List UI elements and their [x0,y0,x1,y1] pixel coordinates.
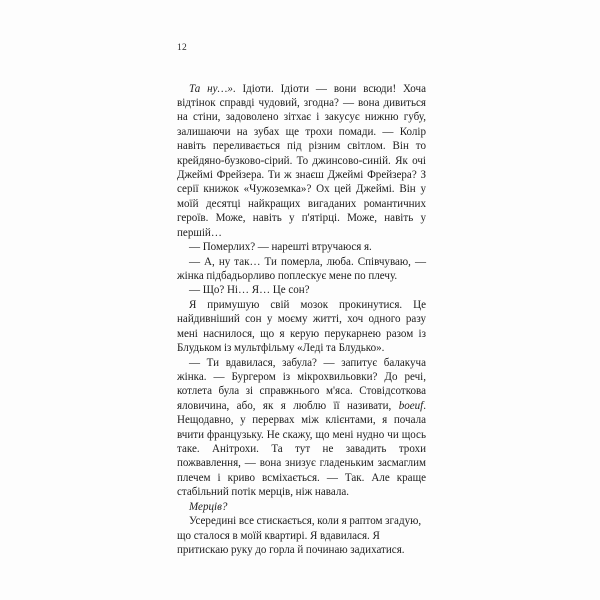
paragraph [177,283,426,297]
text-run: Усередині все стискається, коли я раптом згадую, що сталося в моїй квартирі. Я вдавилася. Я притискаю руку до горла й починаю задихатися. [177,515,422,556]
paragraph [177,255,426,284]
text-run: . Ідіоти. Ідіоти — вони всюди! Хоча відтінок справді чудовий, згодна? — вона дивиться на стіни, задоволено зітхає і закусує нижню губу, залишаючи на зубах ще трохи помади. — Колір навіть переливається під різним світлом. Він то крейдяно-бузково-сірий. То джинсово-синій. Як очі Джеймі Фрейзера. Ти ж знаєш Джеймі Фрейзера? З серії книжок «Чужоземка»? Ох цей Джеймі. Він у моїй десятці найкращих вигаданих романтичних героїв. Може, навіть у п'ятірці. Може, навіть у першій… [177,82,426,239]
body-copy [177,82,426,558]
paragraph [177,514,426,557]
text-run: Я примушую свій мозок прокинутися. Це найдивніший сон у моєму житті, хоч одного разу мені наснилося, що я керую перукарнею разом із Блудьком із мультфільму «Леді та Блудько». [177,298,426,355]
italic-run: boeuf [398,399,424,412]
paragraph [177,500,426,514]
text-run: — Померлих? — нарешті втручаюся я. [189,241,372,254]
italic-run: Мерців? [189,500,228,513]
paragraph [177,82,426,241]
paragraph [177,240,426,254]
page-number: 12 [177,43,188,53]
text-run: . Нещодавно, у перервах між клієнтами, я почала вчити французьку. Не скажу, що мені нудно чи щось таке. Анітрохи. Та тут не завадить трохи пожвавлення, — вона знизує гладеньким засмаглим плечем і криво всміхається. — Так. Але краще стабільний потік мерців, ніж навала. [177,399,426,499]
italic-run: Та ну…» [189,82,233,95]
text-block [177,44,426,557]
paragraph [177,356,426,500]
paragraph [177,298,426,356]
text-run: — Ти вдавилася, забула? — запитує балакуча жінка. — Бургером із мікрохвильовки? До речі, котлета була зі справжнього м'яса. Стовідсоткова яловичина, або, як я люблю її називати, [177,356,426,412]
text-run: — А, ну так… Ти померла, люба. Співчуваю, — жінка підбадьорливо поплескує мене по плечу. [177,255,426,282]
text-run: — Що? Ні… Я… Це сон? [189,284,310,297]
